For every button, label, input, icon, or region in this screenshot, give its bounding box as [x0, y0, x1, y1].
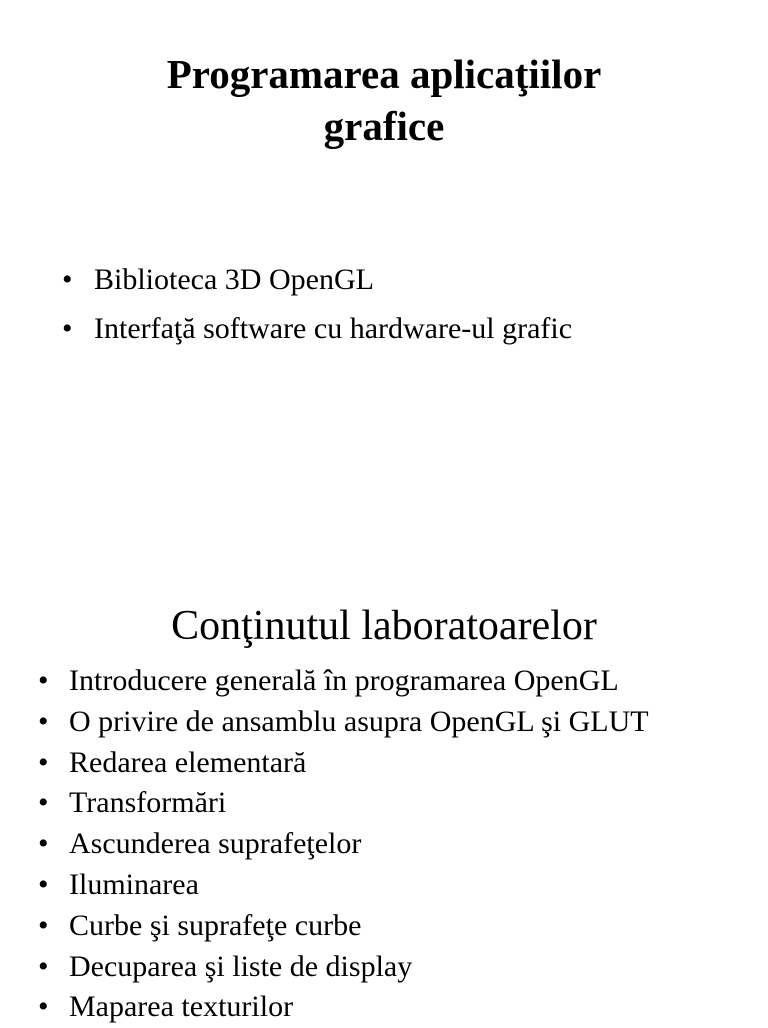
- bullet-dot-icon: •: [38, 990, 49, 1024]
- slide-1: [0, 0, 768, 512]
- slide-1-title: [0, 48, 768, 152]
- bullet-item: [38, 947, 649, 988]
- bullet-text: Biblioteca 3D OpenGL: [94, 263, 374, 296]
- bullet-dot-icon: •: [38, 827, 49, 861]
- bullet-item: [38, 824, 649, 865]
- bullet-item: [62, 255, 572, 304]
- slide-2: [0, 512, 768, 1024]
- bullet-text: O privire de ansamblu asupra OpenGL şi GLUT: [69, 704, 649, 738]
- bullet-text: Decuparea şi liste de display: [69, 949, 413, 983]
- bullet-text: Curbe şi suprafeţe curbe: [69, 908, 362, 942]
- bullet-dot-icon: •: [38, 867, 49, 901]
- slide-2-title: Conţinutul laboratoarelor: [171, 603, 597, 649]
- bullet-text: Iluminarea: [69, 867, 199, 901]
- bullet-item: [62, 304, 572, 353]
- bullet-dot-icon: •: [38, 908, 49, 942]
- bullet-dot-icon: •: [38, 949, 49, 983]
- bullet-text: Introducere generală în programarea OpenGL: [69, 664, 619, 697]
- bullet-item: [38, 783, 649, 824]
- bullet-text: Transformări: [69, 786, 227, 820]
- slide-1-bullet-list: [62, 255, 572, 353]
- slide-1-title-line-1: Programarea aplicaţiilor: [166, 51, 602, 97]
- slide-2-bullet-list: [38, 661, 649, 1028]
- bullet-item: [38, 702, 649, 743]
- bullet-dot-icon: •: [38, 745, 49, 779]
- bullet-item: [38, 661, 649, 702]
- slide-1-title-line-2: grafice: [323, 103, 445, 149]
- bullet-text: Redarea elementară: [69, 745, 307, 779]
- bullet-dot-icon: •: [38, 664, 49, 697]
- bullet-item: [38, 743, 649, 784]
- bullet-text: Interfaţă software cu hardware-ul grafic: [94, 312, 573, 345]
- bullet-dot-icon: •: [38, 786, 49, 820]
- bullet-item: [38, 987, 649, 1028]
- bullet-dot-icon: •: [38, 704, 49, 738]
- bullet-item: [38, 865, 649, 906]
- bullet-item: [38, 906, 649, 947]
- bullet-text: Ascunderea suprafeţelor: [69, 827, 362, 861]
- bullet-dot-icon: •: [62, 263, 73, 296]
- bullet-text: Maparea texturilor: [69, 990, 294, 1024]
- bullet-dot-icon: •: [62, 312, 73, 345]
